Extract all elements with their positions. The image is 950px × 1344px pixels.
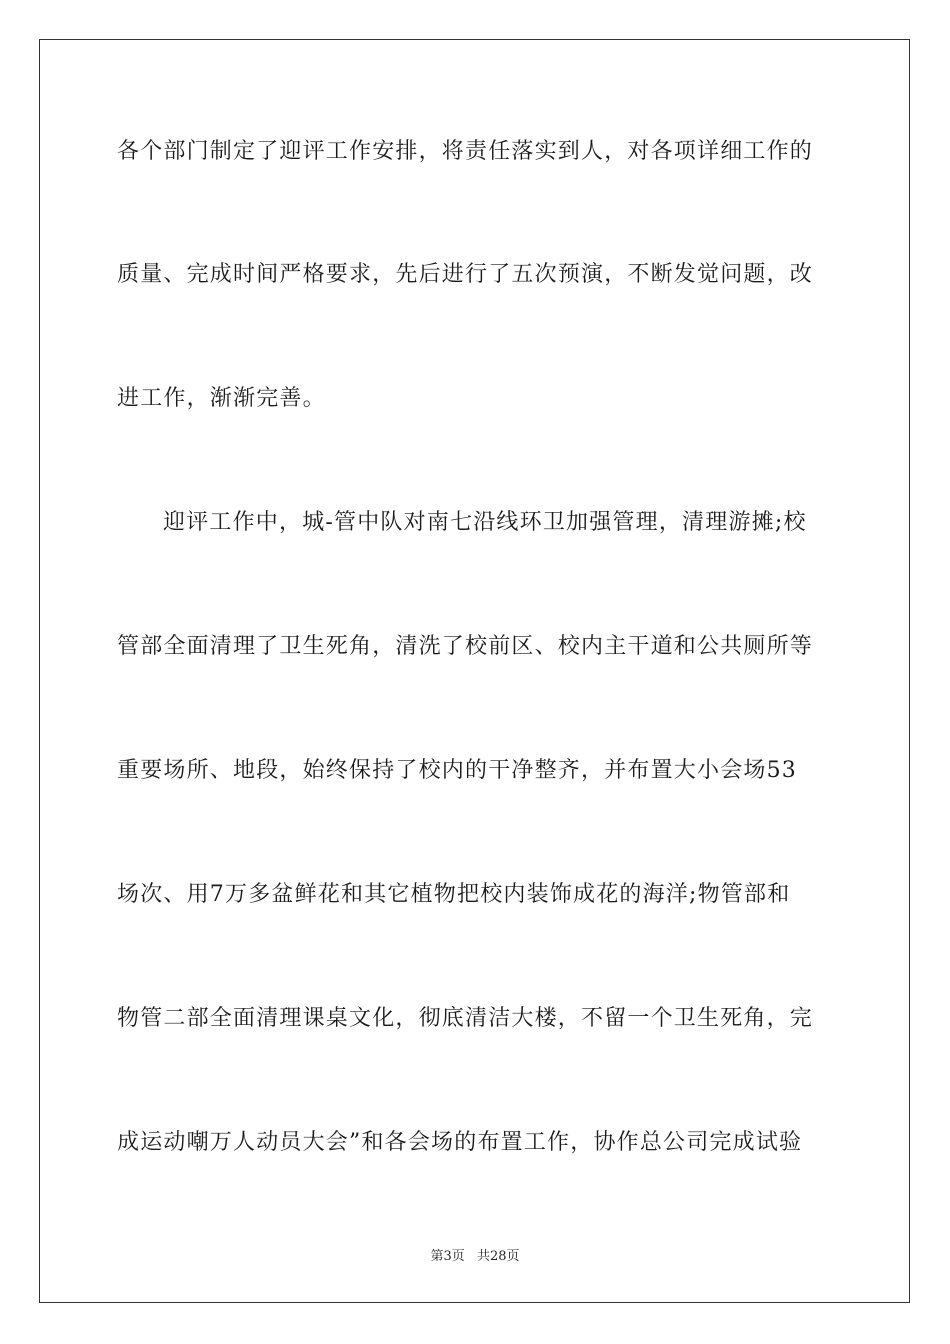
page-border (39, 39, 910, 1303)
paragraph-line: 场次、用7万多盆鲜花和其它植物把校内装饰成花的海洋;物管部和 (117, 882, 791, 907)
paragraph-line: 重要场所、地段，始终保持了校内的干净整齐，并布置大小会场53 (117, 758, 797, 783)
paragraph-line: 成运动嘲万人动员大会”和各会场的布置工作，协作总公司完成试验 (117, 1130, 803, 1155)
paragraph-line: 物管二部全面清理课桌文化，彻底清洁大楼，不留一个卫生死角，完 (117, 1006, 814, 1031)
paragraph-line: 质量、完成时间严格要求，先后进行了五次预演，不断发觉问题，改 (117, 262, 814, 287)
page-total: 共28页 (476, 1249, 520, 1264)
page-number: 第3页 (430, 1249, 465, 1264)
paragraph-line: 进工作，渐渐完善。 (117, 386, 326, 411)
paragraph-line: 管部全面清理了卫生死角，清洗了校前区、校内主干道和公共厕所等 (117, 634, 814, 659)
paragraph-line-indented: 迎评工作中，城-管中队对南七沿线环卫加强管理，清理游摊;校 (163, 510, 807, 535)
page-footer (0, 1248, 950, 1266)
paragraph-line: 各个部门制定了迎评工作安排，将责任落实到人，对各项详细工作的 (117, 139, 814, 164)
